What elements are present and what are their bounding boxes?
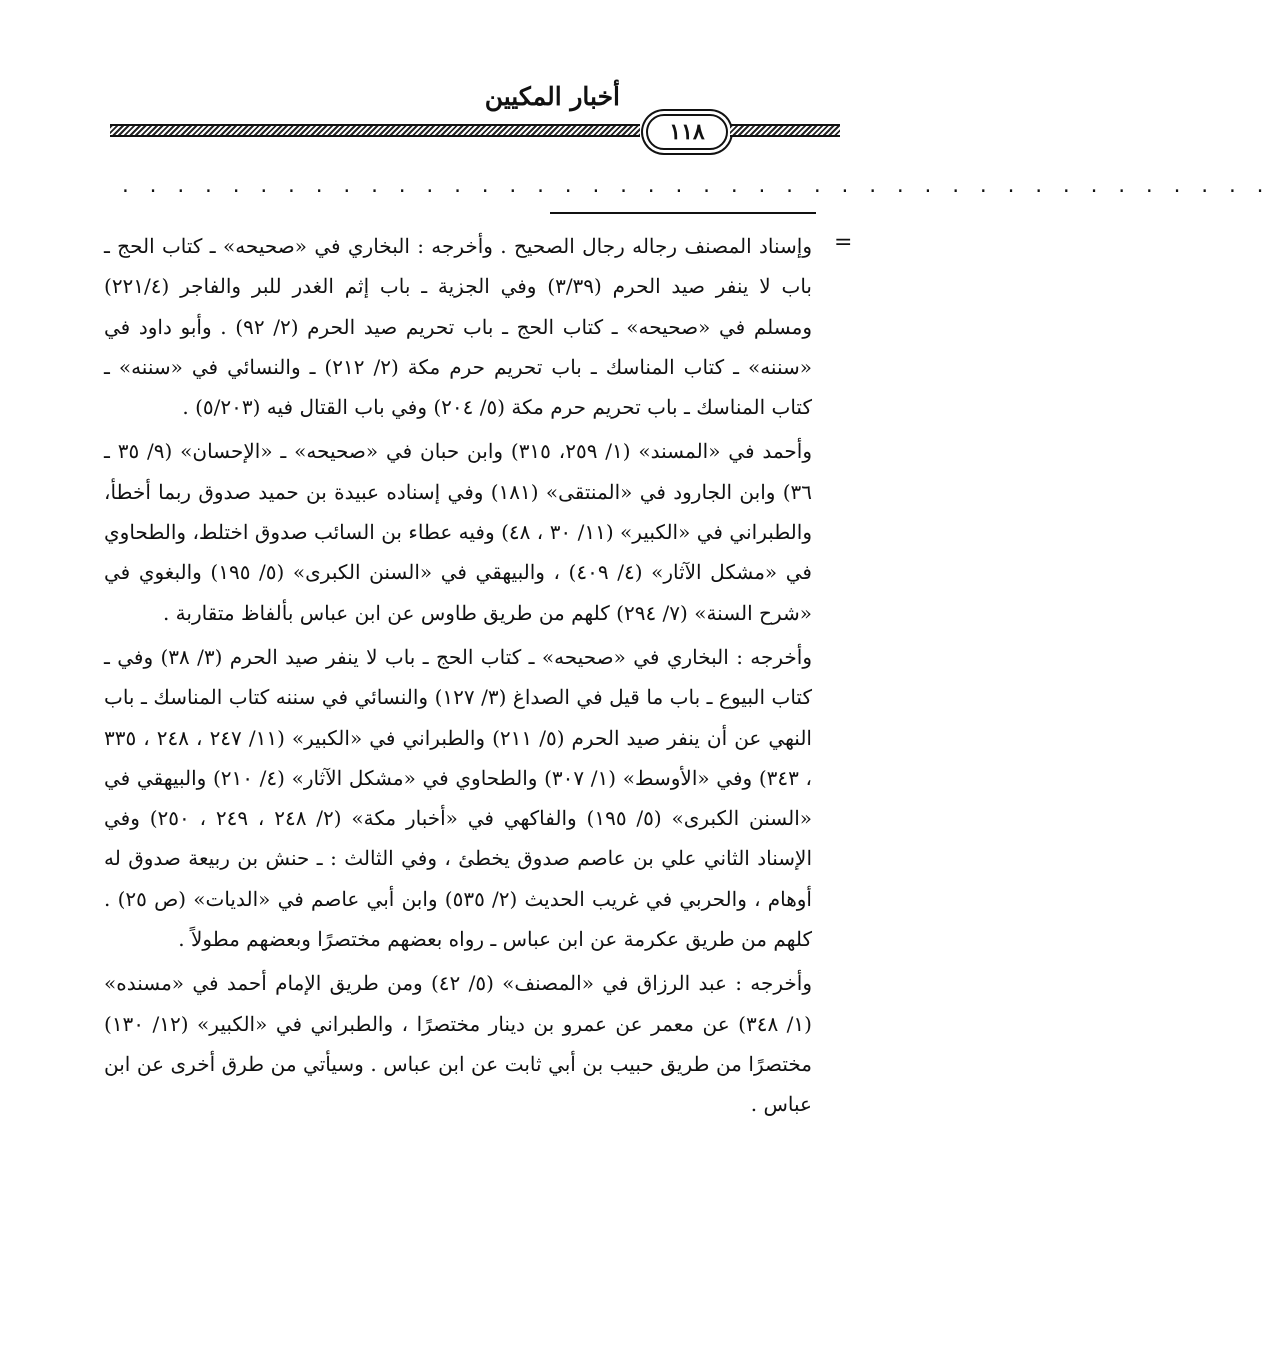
header-ornament [110,114,840,154]
footnote-paragraph: وإسناد المصنف رجاله رجال الصحيح . وأخرجه : البخاري في «صحيحه» ـ كتاب الحج ـ باب لا ينفر صيد الحرم (٣/٣٩) وفي الجزية ـ باب إثم الغدر للبر والفاجر (٢٢١/٤) ومسلم في «صحيحه» ـ كتاب الحج ـ باب تحريم صيد الحرم (٢/ ٩٢) . وأبو داود في «سننه» ـ كتاب المناسك ـ باب تحريم حرم مكة (٢/ ٢١٢) ـ والنسائي في «سننه» ـ كتاب المناسك ـ باب تحريم حرم مكة (٥/ ٢٠٤) وفي باب القتال فيه (٥/٢٠٣) . [104,234,813,420]
hatched-rule-right [730,124,840,137]
footnote-paragraph: وأخرجه : عبد الرزاق في «المصنف» (٥/ ٤٢) ومن طريق الإمام أحمد في «مسنده» (١/ ٣٤٨) عن معمر عن عمرو بن دينار مختصرًا ، والطبراني في «الكبير» (١٢/ ١٣٠) مختصرًا من طريق حبيب بن أبي ثابت عن ابن عباس . وسيأتي من طرق أخرى عن ابن عباس . [104,971,812,1117]
running-title: أخبار المكيين [484,82,620,111]
page-number: ١١٨ [646,114,728,150]
footnote-separator [550,212,816,214]
footnote-paragraph: وأخرجه : البخاري في «صحيحه» ـ كتاب الحج ـ باب لا ينفر صيد الحرم (٣/ ٣٨) وفي ـ كتاب البيوع ـ باب ما قيل في الصداغ (٣/ ١٢٧) والنسائي في سننه كتاب المناسك ـ باب النهي عن أن ينفر صيد الحرم (٥/ ٢١١) والطبراني في «الكبير» (١١/ ٢٤٧ ، ٢٤٨ ، ٣٣٥ ، ٣٤٣) وفي «الأوسط» (١/ ٣٠٧) والطحاوي في «مشكل الآثار» (٤/ ٢١٠) والبيهقي في «السنن الكبرى» (٥/ ١٩٥) والفاكهي في «أخبار مكة» (٢/ ٢٤٨ ، ٢٤٩ ، ٢٥٠) وفي الإسناد الثاني علي بن عاصم صدوق يخطئ ، وفي الثالث : ـ حنش بن ربيعة صدوق له أوهام ، والحربي في غريب الحديث (٢/ ٥٣٥) وابن أبي عاصم في «الديات» (ص ٢٥) . كلهم من طريق عكرمة عن ابن عباس ـ رواه بعضهم مختصرًا وبعضهم مطولاً . [104,644,813,952]
footnotes-body [104,226,812,1129]
footnote-paragraph: وأحمد في «المسند» (١/ ٢٥٩، ٣١٥) وابن حبان في «صحيحه» ـ «الإحسان» (٩/ ٣٥ ـ ٣٦) وابن الجارود في «المنتقى» (١٨١) وفي إسناده عبيدة بن حميد صدوق ربما أخطأ، والطبراني في «الكبير» (١١/ ٣٠ ، ٤٨) وفيه عطاء بن السائب صدوق اختلط، والطحاوي في «مشكل الآثار» (٤/ ٤٠٩) ، والبيهقي في «السنن الكبرى» (٥/ ١٩٥) والبغوي في «شرح السنة» (٧/ ٢٩٤) كلهم من طريق طاوس عن ابن عباس بألفاظ متقاربة . [104,439,813,625]
dotted-leader: . . . . . . . . . . . . . . . . . . . . . . . . . . . . . . . . . . . . . . . . . . [120,176,1268,197]
continuation-marker: = [834,230,853,255]
hatched-rule-left [110,124,640,137]
